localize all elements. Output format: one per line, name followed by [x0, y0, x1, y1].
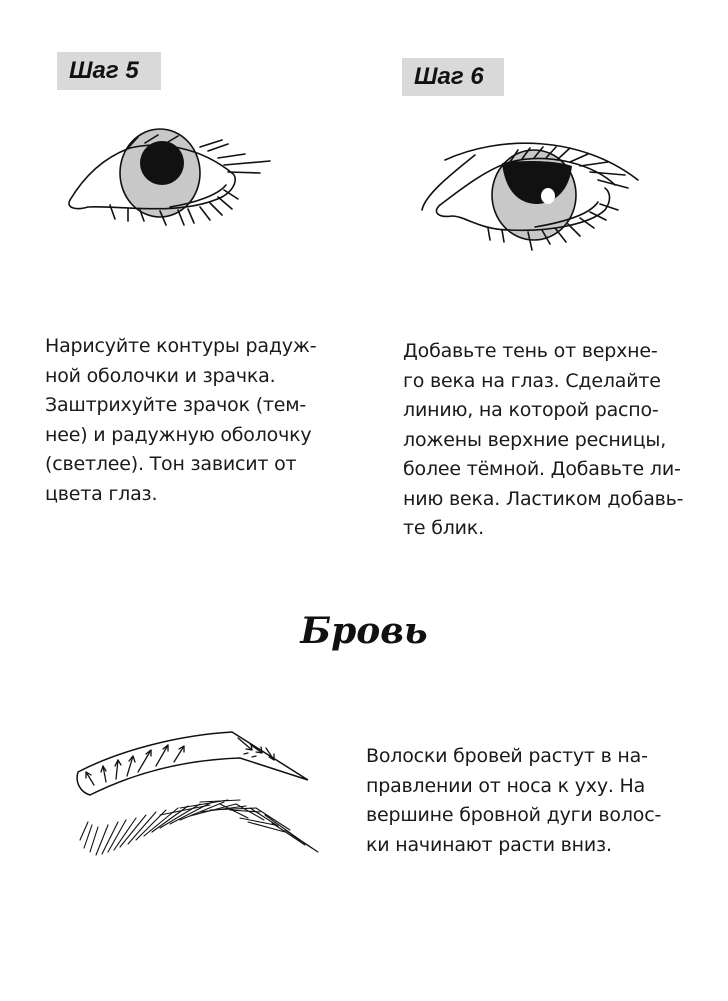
step-6-label: Шаг 6	[402, 58, 504, 96]
text-line: ки начинают расти вниз.	[366, 833, 612, 856]
text-line: ложены верхние ресницы,	[403, 428, 667, 451]
text-line: Добавьте тень от верхне-	[403, 340, 658, 362]
eye-step5-illustration	[60, 125, 290, 240]
text-line: цвета глаз.	[45, 482, 158, 505]
text-line: Нарисуйте контуры радуж-	[45, 335, 317, 357]
step-5-instructions	[45, 332, 345, 509]
text-line: ной оболочки и зрачка.	[45, 364, 276, 387]
text-line: более тёмной. Добавьте ли-	[403, 458, 681, 480]
text-line: правлении от носа к уху. На	[366, 774, 646, 797]
brow-instructions	[366, 742, 696, 860]
eyebrow-illustration	[60, 690, 350, 880]
brow-section-heading: Бровь	[300, 610, 428, 652]
text-line: нее) и радужную оболочку	[45, 423, 312, 446]
text-line: го века на глаз. Сделайте	[403, 369, 661, 392]
text-line: вершине бровной дуги волос-	[366, 804, 662, 826]
step-5-label: Шаг 5	[57, 52, 161, 90]
text-line: нию века. Ластиком добавь-	[403, 487, 684, 510]
text-line: (светлее). Тон зависит от	[45, 453, 297, 475]
text-line: линию, на которой распо-	[403, 399, 659, 421]
text-line: Заштрихуйте зрачок (тем-	[45, 394, 307, 416]
text-line: те блик.	[403, 517, 484, 539]
step-6-instructions	[403, 337, 701, 544]
eye-step6-illustration	[410, 130, 650, 260]
text-line: Волоски бровей растут в на-	[366, 745, 648, 767]
